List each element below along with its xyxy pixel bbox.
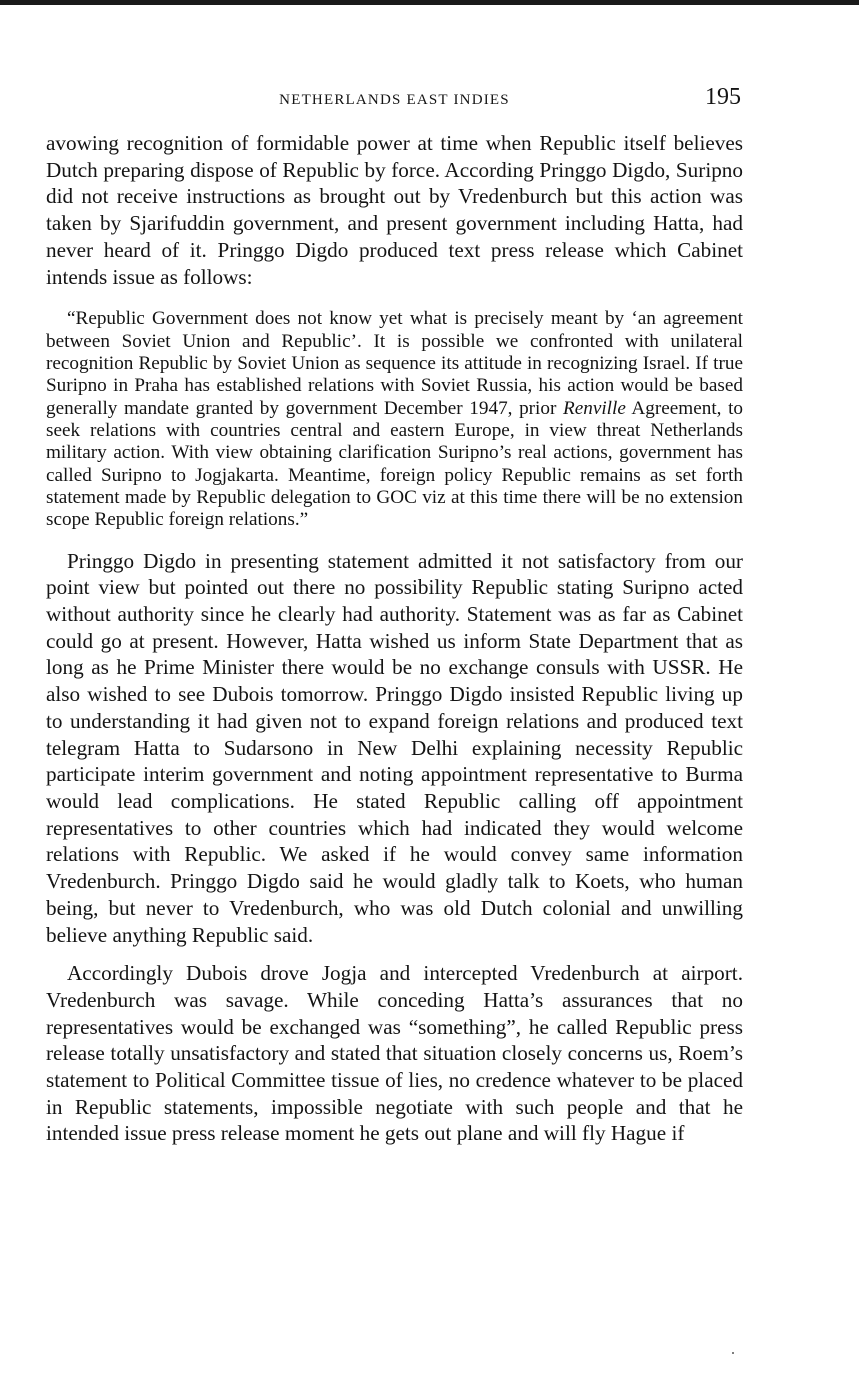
quote-text-part-1: “Republic Government does not know yet what is precisely meant by ‘an agreement between Soviet Union and Republic’. It is possible we confronted with unilateral recognition Republic by Soviet Union as sequence its attitude in recognizing Israel. If true Suripno in Praha has established relations with Soviet Russia, his action would be based generally mandate granted by government December 1947, prior	[46, 308, 743, 419]
running-title: NETHERLANDS EAST INDIES	[279, 92, 510, 108]
paragraph-dubois-vredenburch: Accordingly Dubois drove Jogja and intercepted Vredenburch at airport. Vredenburch was savage. While conceding Hatta’s assurances that no representatives would be exchanged was “something”, he called Republic press release totally unsatisfactory and stated that situation closely concerns us, Roem’s statement to Political Committee tissue of lies, no credence whatever to be placed in Republic statements, impossible negotiate with such people and that he intended issue press release moment he gets out plane and will fly Hague if	[46, 961, 743, 1146]
document-page	[46, 84, 743, 1147]
quote-text-part-2: Agreement, to seek relations with countries central and eastern Europe, in view threat Netherlands military action. With view obtaining clarification Suripno’s real actions, government has called Suripno to Jogjakarta. Meantime, foreign policy Republic remains as set forth statement made by Republic delegation to GOC viz at this time there will be no extension scope Republic foreign relations.”	[46, 397, 743, 531]
page-speck	[732, 1352, 734, 1354]
running-header	[46, 84, 743, 120]
page-number: 195	[705, 84, 741, 110]
paragraph-pringgo-digdo-statement: Pringgo Digdo in presenting statement admitted it not satisfactory from our point view but pointed out there no possibility Republic stating Suripno acted without authority since he clearly had authority. Statement was as far as Cabinet could go at present. However, Hatta wished us inform State Department that as long as he Prime Minister there would be no exchange consuls with USSR. He also wished to see Dubois tomorrow. Pringgo Digdo insisted Republic living up to understanding it had given not to expand foreign relations and produced text telegram Hatta to Sudarsono in New Delhi explaining necessity Republic participate interim government and noting appointment representative to Burma would lead complications. He stated Republic calling off appointment representatives to other countries which had indicated they would welcome relations with Republic. We asked if he would convey same information Vredenburch. Pringgo Digdo said he would gladly talk to Koets, who human being, but never to Vredenburch, who was old Dutch colonial and unwilling believe anything Republic said.	[46, 548, 743, 947]
quote-italic-renville: Renville	[563, 397, 626, 419]
press-release-quote	[46, 308, 743, 531]
paragraph-continued: avowing recognition of formidable power at time when Republic itself believes Dutch preparing dispose of Republic by force. According Pringgo Digdo, Suripno did not receive instructions as brought out by Vredenburch but this action was taken by Sjarifuddin government, and present government including Hatta, had never heard of it. Pringgo Digdo produced text press release which Cabinet intends issue as follows:	[46, 131, 743, 289]
top-border	[0, 0, 859, 5]
